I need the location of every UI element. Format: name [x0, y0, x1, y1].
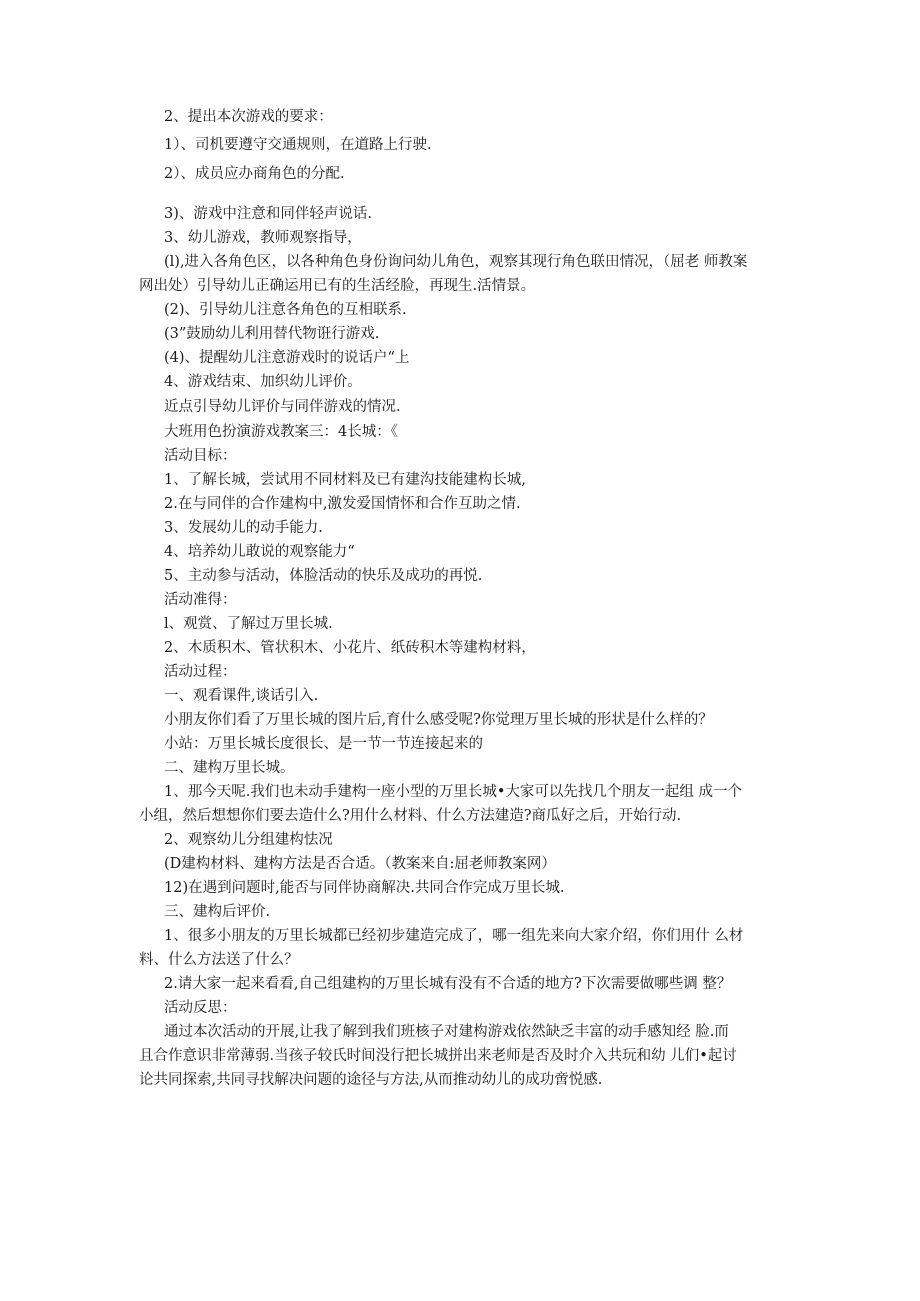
text-line: (D建构材料、建构方法是否合适。（教案来自:屈老师教案网）	[164, 856, 556, 872]
text-line: 活动过程：	[164, 664, 237, 680]
text-line: 小朋友你们看了万里长城的图片后,育什么感受呢?你觉理万里长城的形状是什么样的？	[164, 712, 713, 728]
text-line: 12)在遇到问题时,能否与同伴协商解决.共同合作完成万里长城.	[164, 880, 565, 896]
text-line: 二、建构万里长城。	[164, 760, 295, 776]
text-line: (2)、引导幼儿注意各角色的互相联系.	[164, 302, 407, 318]
text-line: 4、游戏结束、加织幼儿评价。	[164, 374, 362, 390]
text-line: 近点引导幼儿评价与同伴游戏的情况.	[164, 399, 401, 415]
text-line: (4)、提醒幼儿注意游戏时的说话户“上	[164, 350, 410, 366]
text-line: 2.请大家一起来看看,自己组建构的万里长城有没有不合适的地方?下次需要做哪些调 整？	[164, 976, 732, 992]
text-line: 1、很多小朋友的万里长城都已经初步建造完成了，哪一组先来向大家介绍，你们用什 么材	[164, 928, 744, 944]
text-line: 2）、成员应办商角色的分配.	[164, 166, 345, 182]
text-line: 2.在与同伴的合作建构中,激发爱国情怀和合作互助之情.	[164, 496, 521, 512]
text-line: 活动反思：	[164, 1000, 237, 1016]
text-line: 1、那今天呢.我们也未动手建构一座小型的万里长城•大家可以先找几个朋友一起组 成一个	[164, 784, 742, 800]
text-line: 2、提出本次游戏的要求：	[164, 109, 333, 125]
text-line: 5、主动参与活动，体脸活动的快乐及成功的再悦.	[164, 568, 483, 584]
text-line: 且合作意识非常薄弱.当孩子较氏时间没行把长城拼出来老师是否及时介入共玩和幼 儿们•起讨	[139, 1048, 737, 1064]
text-line: 小组，然后想想你们要去造什么?用什么材料、什么方法建造?商瓜好之后，开始行动.	[139, 808, 682, 824]
text-line: 论共同探索,共同寻找解决问题的途径与方法,从而推动幼儿的成功啻悦感.	[139, 1072, 603, 1088]
text-line: 小站：万里长城长度很长、是一节一节连接起来的	[164, 736, 483, 752]
text-line: 4、培养幼儿敢说的观察能力“	[164, 544, 355, 560]
text-line: (3”鼓励幼儿利用替代物诳行游戏.	[164, 326, 380, 342]
text-line: 一、观看课件,谈话引入.	[164, 688, 319, 704]
text-line: 3、发展幼儿的动手能力.	[164, 520, 323, 536]
text-line: 2、木质积木、管状积木、小花片、纸砖积木等建构材料，	[164, 640, 536, 656]
text-line: 活动准得：	[164, 592, 237, 608]
text-line: 3)、游戏中注意和同伴轻声说话.	[164, 206, 372, 222]
text-line: 网出处）引导幼儿正确运用已有的生活经脸，再现生.活情景。	[139, 278, 536, 294]
text-line: l、观赏、了解过万里长城.	[164, 616, 333, 632]
text-line: 1、了解长城，尝试用不同材料及已有建沟技能建构长城,	[164, 472, 526, 488]
text-line: 料、什么方法送了什么？	[139, 952, 299, 968]
text-line: 2、观察幼儿分组建构怯况	[164, 832, 333, 848]
text-line: 1）、司机要遵守交通规则，在道路上行驶.	[164, 137, 432, 153]
section-title: 大班用色扮演游戏教案三：4长城：《	[164, 424, 398, 440]
text-line: (l),进入各角色区，以各种角色身份询问幼儿角色，观察其现行角色联田情况，（屈老 师教案	[164, 254, 748, 270]
text-line: 活动目标：	[164, 448, 237, 464]
text-line: 三、建构后评价.	[164, 904, 271, 920]
text-line: 3、幼儿游戏，教师观察指导，	[164, 230, 362, 246]
text-line: 通过本次活动的开展,让我了解到我们班核子对建构游戏依然缺乏丰富的动手感知经 脸.而	[164, 1024, 729, 1040]
